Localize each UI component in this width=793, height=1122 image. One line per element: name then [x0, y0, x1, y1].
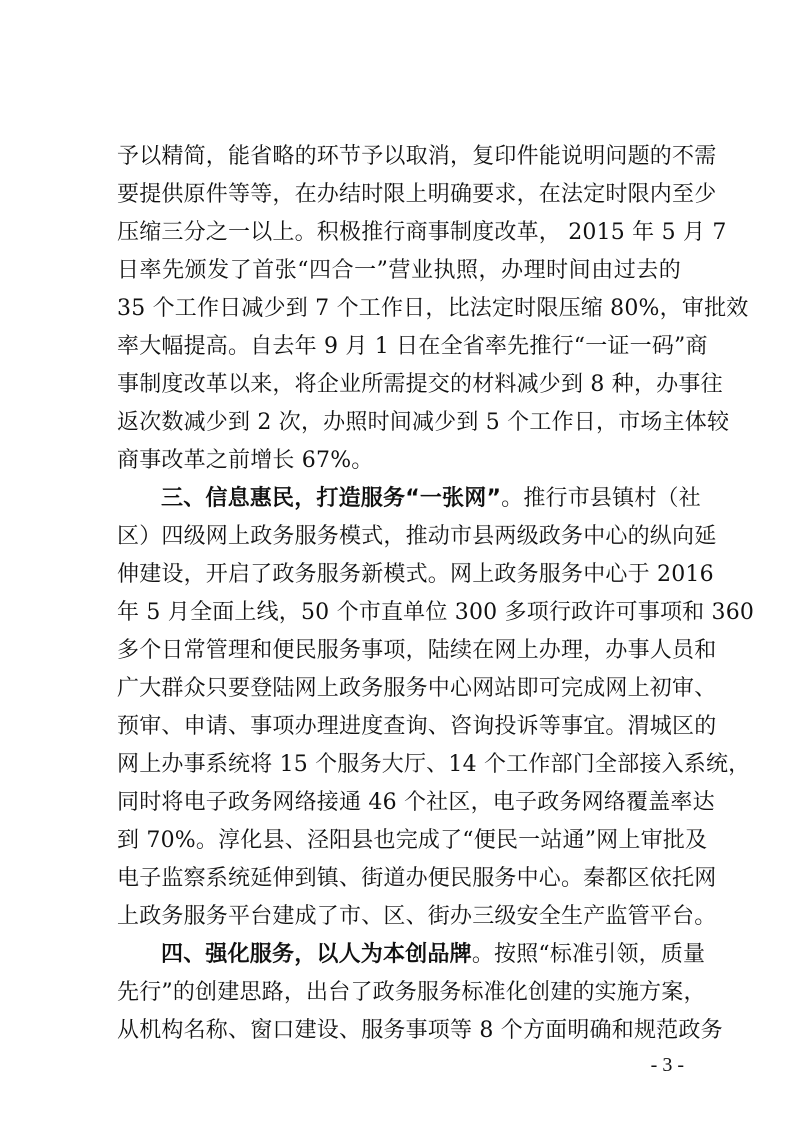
text-line: 区）四级网上政务服务模式，推动市县两级政务中心的纵向延	[117, 524, 717, 549]
heading-line-rest: 。推行市县镇村（社	[501, 486, 701, 511]
text-line: 从机构名称、窗口建设、服务事项等 8 个方面明确和规范政务	[117, 1018, 723, 1043]
text-line: 要提供原件等等，在办结时限上明确要求，在法定时限内至少	[117, 182, 717, 207]
text-line: 电子监察系统延伸到镇、街道办便民服务中心。秦都区依托网	[117, 866, 717, 891]
section-heading-line	[161, 480, 701, 518]
text-line: 同时将电子政务网络接通 46 个社区，电子政务网络覆盖率达	[117, 790, 715, 815]
text-line: 日率先颁发了首张“四合一”营业执照，办理时间由过去的	[117, 258, 681, 283]
heading-line-rest: 。按照“标准引领，质量	[471, 942, 706, 967]
text-line: 网上办事系统将 15 个服务大厅、14 个工作部门全部接入系统，	[117, 752, 751, 777]
text-line: 返次数减少到 2 次，办照时间减少到 5 个工作日，市场主体较	[117, 410, 730, 435]
text-line: 予以精简，能省略的环节予以取消，复印件能说明问题的不需	[117, 144, 717, 169]
text-line: 到 70%。淳化县、泾阳县也完成了“便民一站通”网上审批及	[117, 828, 708, 853]
section-heading: 三、信息惠民，打造服务“一张网”	[161, 486, 502, 511]
text-line: 广大群众只要登陆网上政务服务中心网站即可完成网上初审、	[117, 676, 717, 701]
text-line: 伸建设，开启了政务服务新模式。网上政务服务中心于 2016	[117, 562, 714, 587]
text-line: 预审、申请、事项办理进度查询、咨询投诉等事宜。渭城区的	[117, 714, 717, 739]
text-line: 先行”的创建思路，出台了政务服务标准化创建的实施方案，	[117, 980, 706, 1005]
text-line: 年 5 月全面上线，50 个市直单位 300 多项行政许可事项和 360	[117, 600, 755, 625]
text-line: 35 个工作日减少到 7 个工作日，比法定时限压缩 80%，审批效	[117, 296, 749, 321]
text-line: 多个日常管理和便民服务事项，陆续在网上办理，办事人员和	[117, 638, 717, 663]
section-heading-line	[161, 936, 706, 974]
text-line: 商事改革之前增长 67%。	[117, 448, 374, 473]
section-heading: 四、强化服务，以人为本创品牌	[161, 942, 472, 967]
text-line: 上政务服务平台建成了市、区、街办三级安全生产监管平台。	[117, 904, 717, 929]
page-number: - 3 -	[650, 1054, 684, 1076]
text-line: 压缩三分之一以上。积极推行商事制度改革， 2015 年 5 月 7	[117, 220, 727, 245]
text-line: 事制度改革以来，将企业所需提交的材料减少到 8 种，办事往	[117, 372, 723, 397]
text-line: 率大幅提高。自去年 9 月 1 日在全省率先推行“一证一码”商	[117, 334, 708, 359]
